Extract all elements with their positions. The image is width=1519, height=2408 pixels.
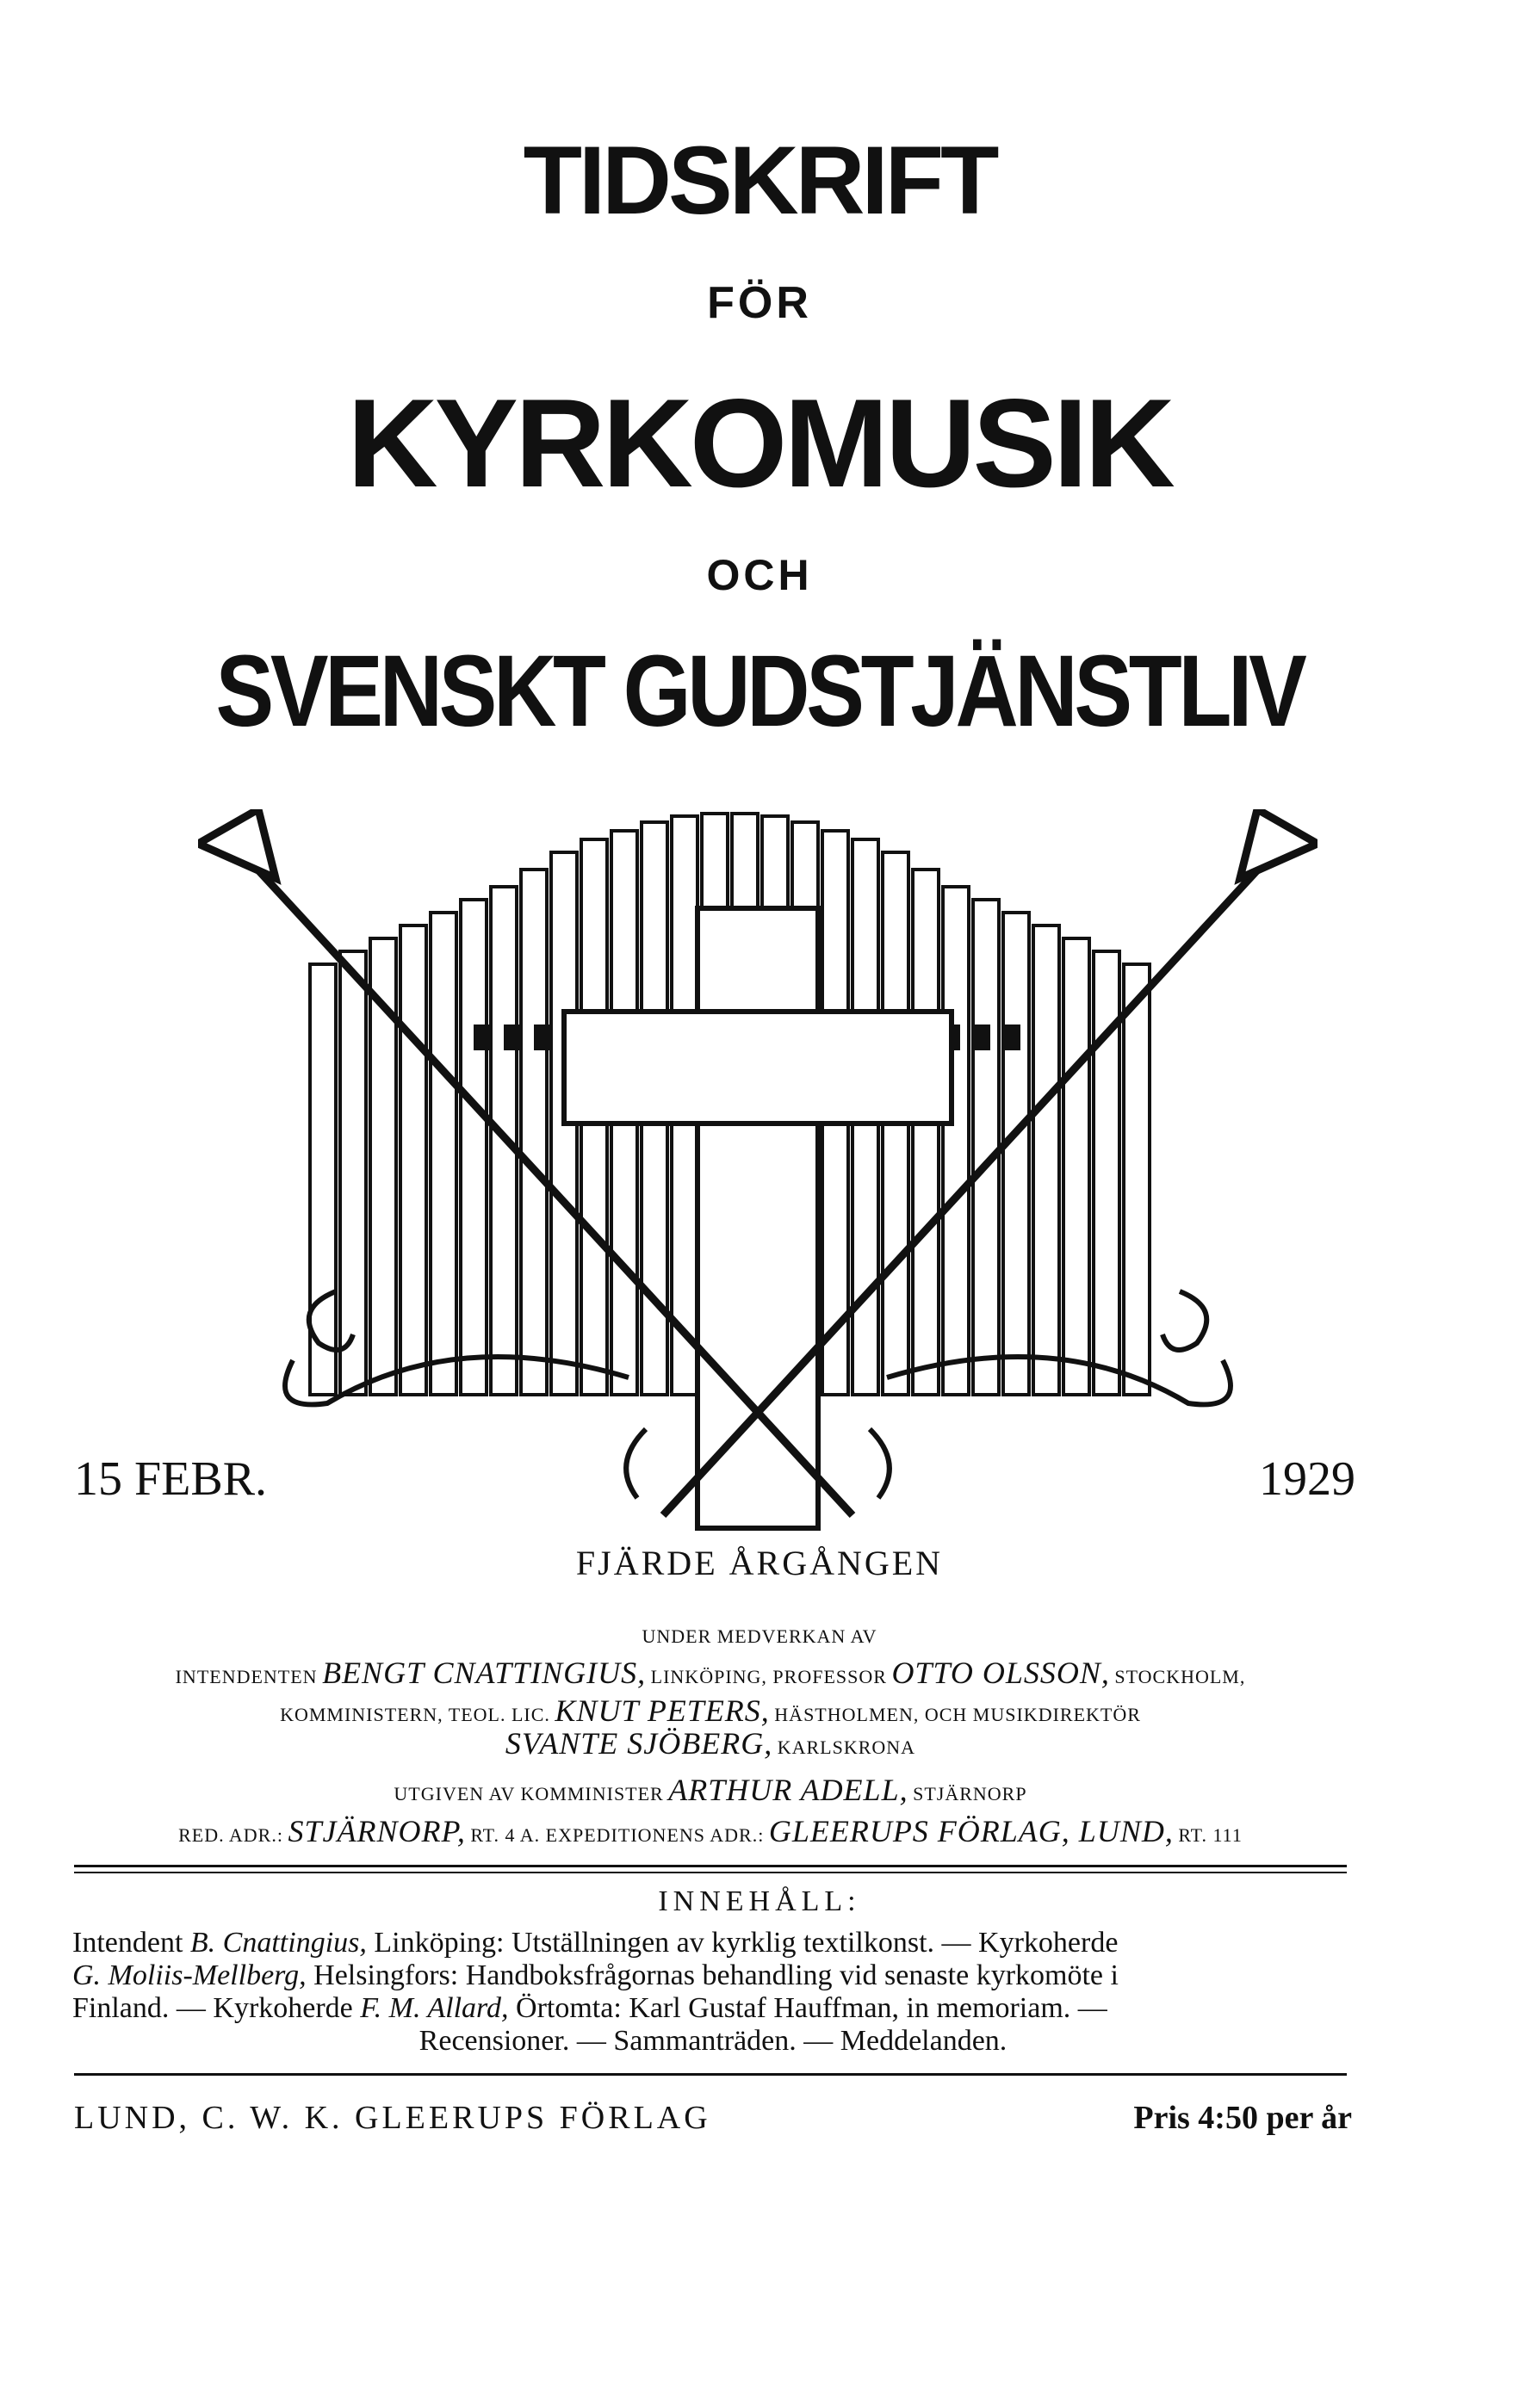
title-line-for: FÖR [707, 278, 812, 328]
issue-year: 1929 [1259, 1452, 1355, 1506]
title-line-och: OCH [706, 551, 813, 599]
contents-line-3: Finland. — Kyrkoherde F. M. Allard, Örtomta: Karl Gustaf Hauffman, in memoriam. — [72, 1992, 1107, 2024]
issue-date: 15 FEBR. [74, 1452, 268, 1506]
organ-cross-trumpets-emblem [198, 809, 1318, 1532]
volume-label: FJÄRDE ÅRGÅNGEN [575, 1544, 944, 1582]
contents-line-1: Intendent B. Cnattingius, Linköping: Utställningen av kyrklig textilkonst. — Kyrkoherde [72, 1927, 1119, 1959]
divider-top-2 [74, 1872, 1347, 1873]
footer-price: Pris 4:50 per år [1133, 2100, 1352, 2136]
contents-line-4: Recensioner. — Sammanträden. — Meddelanden. [418, 2025, 1008, 2057]
contents-line-2: G. Moliis-Mellberg, Helsingfors: Handboksfrågornas behandling vid senaste kyrkomöte i [72, 1959, 1119, 1991]
title-line-kyrkomusik: KYRKOMUSIK [347, 373, 1172, 513]
divider-bottom [74, 2073, 1347, 2076]
footer-publisher: LUND, C. W. K. GLEERUPS FÖRLAG [74, 2100, 711, 2136]
credits-intro: UNDER MEDVERKAN AV [642, 1625, 877, 1647]
credits-row-4: UTGIVEN AV KOMMINISTER ARTHUR ADELL, STJÄRNORP [394, 1773, 1027, 1807]
credits-row-3: SVANTE SJÖBERG, KARLSKRONA [505, 1726, 916, 1761]
contents-heading: INNEHÅLL: [658, 1885, 861, 1917]
credits-row-5: RED. ADR.: STJÄRNORP, RT. 4 A. EXPEDITIONENS ADR.: GLEERUPS FÖRLAG, LUND, RT. 111 [178, 1814, 1243, 1848]
credits-row-1: INTENDENTEN BENGT CNATTINGIUS, LINKÖPING, PROFESSOR OTTO OLSSON, STOCKHOLM, [175, 1656, 1246, 1690]
masthead [0, 129, 1519, 232]
divider-top-1 [74, 1865, 1347, 1867]
contents-body [72, 1927, 1354, 2058]
title-line-svenskt-gudstjanstliv: SVENSKT GUDSTJÄNSTLIV [215, 634, 1304, 748]
title-line-tidskrift: TIDSKRIFT [523, 127, 996, 234]
credits-row-2: KOMMINISTERN, TEOL. LIC. KNUT PETERS, HÄSTHOLMEN, OCH MUSIKDIREKTÖR [280, 1693, 1141, 1728]
